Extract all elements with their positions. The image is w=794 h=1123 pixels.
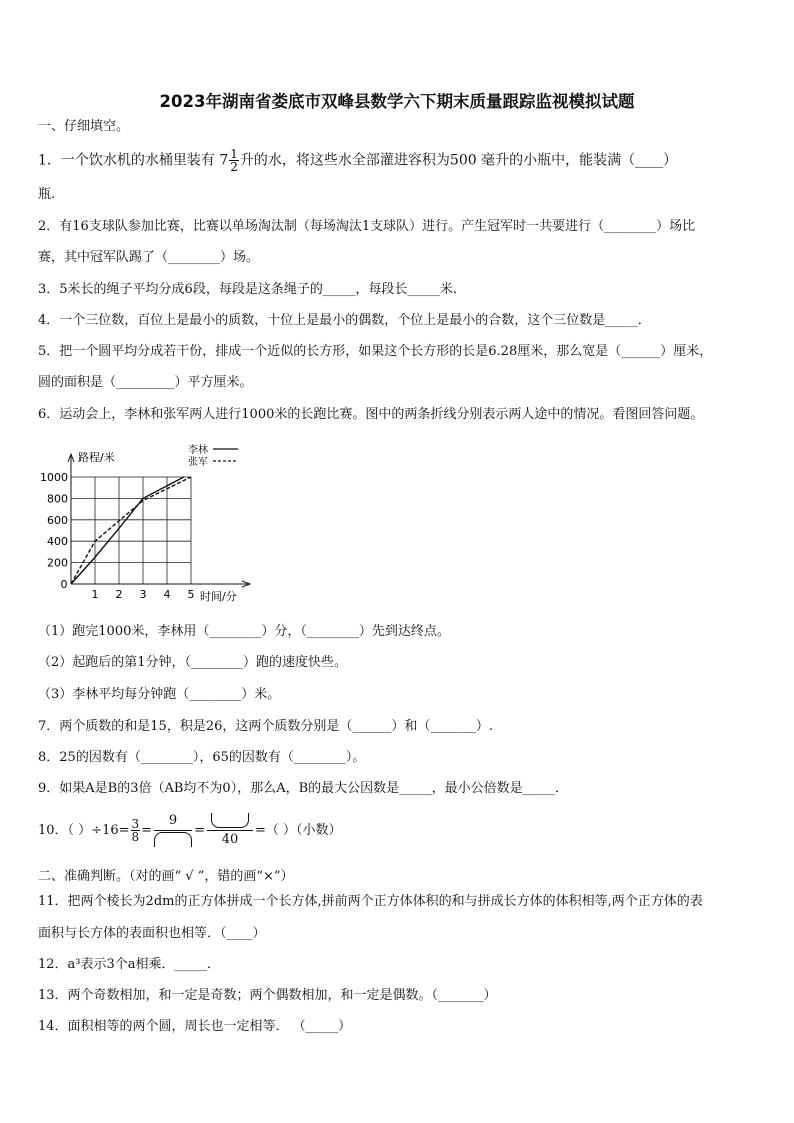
blank-numerator bbox=[211, 813, 249, 828]
question-9: 9．如果A是B的3倍（AB均不为0），那么A，B的最大公因数是_____，最小公倍数是_____． bbox=[38, 781, 569, 796]
page-title: 2023年湖南省娄底市双峰县数学六下期末质量跟踪监视模拟试题 bbox=[159, 92, 635, 111]
question-12: 12．a³表示3个a相乘．_____． bbox=[38, 957, 221, 972]
question-6-sub-2: （2）起跑后的第1分钟，（________）跑的速度快些。 bbox=[38, 655, 348, 670]
fraction-nine-over-blank: 9 bbox=[154, 812, 192, 849]
question-10-text-b: =（ ）（小数） bbox=[254, 823, 342, 838]
x-tick-label: 2 bbox=[115, 588, 123, 601]
x-tick-label: 0 bbox=[60, 578, 68, 591]
question-1-cont: 瓶． bbox=[38, 187, 65, 202]
y-tick-label: 800 bbox=[47, 492, 68, 506]
question-6: 6．运动会上，李林和张军两人进行1000米的长跑比赛。图中的两条折线分别表示两人途中的情况。看图回答问题。 bbox=[38, 407, 704, 422]
question-2-line-2: 赛，其中冠军队踢了（________）场。 bbox=[38, 250, 260, 265]
chart-tick-labels bbox=[40, 471, 195, 601]
series-line-2 bbox=[71, 477, 191, 584]
distance-time-chart bbox=[30, 440, 260, 610]
question-13: 13．两个奇数相加，和一定是奇数；两个偶数相加，和一定是偶数。（_______） bbox=[38, 988, 497, 1003]
y-axis-label: 路程/米 bbox=[78, 451, 115, 464]
question-10-text-a: 10．（ ）÷16= bbox=[38, 823, 130, 838]
x-tick-label: 1 bbox=[91, 588, 99, 601]
section-heading-2: 二、准确判断。（对的画“ √ ”，错的画“×”） bbox=[38, 869, 294, 884]
question-6-sub-1: （1）跑完1000米，李林用（________）分，（________）先到达终点。 bbox=[38, 624, 450, 639]
x-tick-label: 3 bbox=[139, 588, 147, 601]
question-7: 7．两个质数的和是15，积是26，这两个质数分别是（______）和（_______）. bbox=[38, 719, 493, 734]
y-tick-label: 600 bbox=[47, 513, 68, 527]
legend-label: 张军 bbox=[188, 457, 208, 468]
question-8: 8．25的因数有（________），65的因数有（________）。 bbox=[38, 750, 366, 765]
question-2-line-1: 2．有16支球队参加比赛，比赛以单场淘汰制（每场淘汰1支球队）进行。产生冠军时一共要进行（________）场比 bbox=[38, 219, 696, 234]
blank-denominator bbox=[154, 832, 192, 847]
fraction-blank-over-forty: 40 bbox=[207, 812, 253, 849]
fraction-one-half: $\frac{1}{2}$ bbox=[230, 147, 238, 174]
section-heading-1: 一、仔细填空。 bbox=[38, 119, 130, 134]
question-4: 4．一个三位数，百位上是最小的质数，十位上是最小的偶数，个位上是最小的合数，这个三位数是_____． bbox=[38, 313, 651, 328]
question-5-line-2: 圆的面积是（_________）平方厘米。 bbox=[38, 375, 253, 390]
question-1-text-a: 1．一个饮水机的水桶里装有 7 bbox=[38, 152, 229, 169]
question-11-line-1: 11．把两个棱长为2dm的正方体拼成一个长方体,拼前两个正方体体积的和与拼成长方体的体积相等,两个正方体的表 bbox=[38, 894, 703, 909]
fraction-three-eighths: $\frac{3}{8}$ bbox=[131, 817, 140, 844]
x-axis-label: 时间/分 bbox=[200, 590, 237, 603]
chart-grid bbox=[71, 477, 191, 584]
question-11-line-2: 面积与长方体的表面积也相等．（____） bbox=[38, 926, 266, 941]
x-tick-label: 4 bbox=[163, 588, 171, 601]
chart-series bbox=[71, 477, 191, 584]
question-1 bbox=[38, 148, 677, 173]
x-tick-label: 5 bbox=[187, 588, 195, 601]
question-3: 3．5米长的绳子平均分成6段，每段是这条绳子的_____，每段长_____米． bbox=[38, 282, 466, 297]
question-10: 10．（ ）÷16= $\frac{3}{8}$ = 9 = 40 =（ ）（小数） bbox=[38, 813, 342, 847]
y-tick-label: 200 bbox=[47, 556, 68, 570]
question-5-line-1: 5．把一个圆平均分成若干份，排成一个近似的长方形，如果这个长方形的长是6.28厘米，那么宽是（______）厘米， bbox=[38, 344, 713, 359]
question-14: 14．面积相等的两个圆，周长也一定相等． （_____） bbox=[38, 1019, 352, 1034]
legend-label: 李林 bbox=[188, 445, 208, 456]
question-6-sub-3: （3）李林平均每分钟跑（________）米。 bbox=[38, 687, 281, 702]
question-1-text-b: 升的水，将这些水全部灌进容积为500 毫升的小瓶中，能装满（____） bbox=[239, 152, 678, 169]
chart-legend bbox=[188, 443, 238, 468]
y-tick-label: 1000 bbox=[40, 471, 68, 484]
y-tick-label: 400 bbox=[47, 535, 68, 549]
